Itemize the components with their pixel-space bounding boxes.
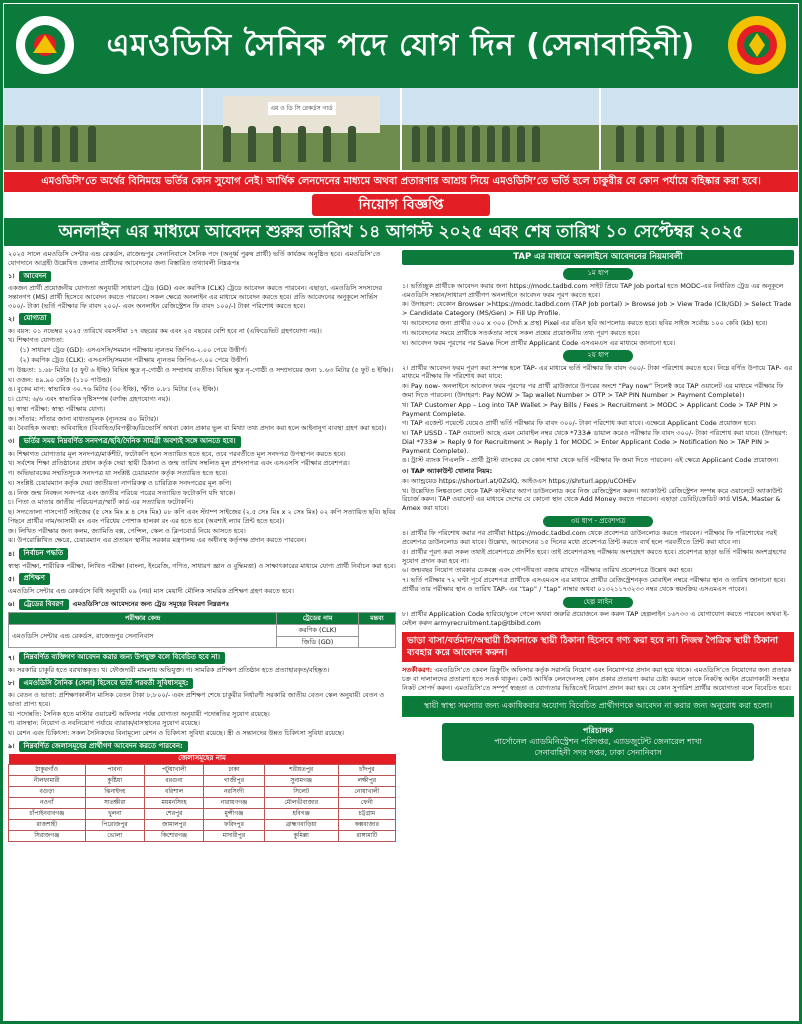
list-item: ৫। প্রার্থীর পূরণ করা সকল তথ্যই প্রবেশপত্রে প্রদর্শিত হবে। তাই প্রবেশপত্রসহ পরীক্ষায় অংশগ্রহণ করতে হবে। প্রবেশপত্র ছাড়া ভর্তি পরীক্ষায় অংশগ্রহণের সুযোগ প্রদান করা হবে না। — [402, 547, 787, 565]
list-item: ঙ। নিজ জন্ম নিবন্ধন সনদপত্র এবং জাতীয় পরিচয় পত্রের সত্যায়িত ফটোকপি যদি থাকে। — [8, 488, 236, 497]
district-cell: কুমিল্লা — [264, 831, 338, 842]
photo-march — [601, 88, 798, 170]
header-banner — [4, 4, 798, 88]
section-8-heading: ৮। এমওডিসি সৈনিক (সেনা) হিসেবে ভর্তি পরবর্তী সুবিধাসমূহ: — [8, 678, 396, 689]
helpline-text: ৮। প্রার্থীর Application Code হারিয়ে/ভুলে গেলে অথবা জরুরি প্রয়োজনে কল করুন TAP হেল্পলাইন ১৬৭৩৩ এ যোগাযোগ করতে পারবেন অথবা ই-মেইল করুন armyrecruitment.tap@tbibd.com — [402, 610, 790, 627]
district-cell: কুষ্টিয়া — [85, 775, 144, 786]
table-row — [9, 831, 396, 842]
director-line-2: সেনাবাহিনী সদর দপ্তর, ঢাকা সেনানিবাস — [534, 747, 662, 757]
benefits-list — [8, 691, 396, 738]
district-cell: জামালপুর — [144, 820, 203, 831]
table-header: মন্তব্য — [358, 613, 395, 625]
district-cell: নীলফামারী — [9, 775, 86, 786]
list-item: ক। বয়স: ০১ নভেম্বর ২০২৫ তারিখে বয়সসীমা ১৭ বছরের কম এবং ২৫ বছরের বেশি হবে না (এফিডেভিট গ্রহণযোগ্য নয়)। — [8, 326, 322, 335]
section-5-heading: ৫। প্রশিক্ষণ — [8, 573, 396, 584]
list-item: ৪। প্রার্থীর ফি পরিশোধ করার পর প্রার্থীরা https://modc.tadbd.com থেকে প্রবেশপত্র ডাউনলোড করতে পারবেন। পরীক্ষার ফি পরিশোধের পরই প্রবেশপত্র ডাউনলোড করা যাবে। উল্লেখ্য, আবেদনের ১৫ দিনের মধ্যে প্রবেশপত্র প্রিন্ট করতে ব্যর্থ হলে পরবর্তীতে প্রিন্ট করা যাবে না। — [402, 529, 777, 547]
list-item: গ। TAP এজেন্ট পয়েন্টে যেয়েও প্রার্থী ভর্তি পরীক্ষার ফি বাবদ ৩০০/- টাকা পরিশোধ করা যাবে। এক্ষেত্রে Applicant Code প্রয়োজন হবে। — [402, 419, 756, 428]
list-item: ঝ। উপরোল্লিখিত ক্ষেত্রে, চেয়ারম্যান এর প্রত্যয়ন স্থানীয় সরকার মন্ত্রণালয় এর অধীনস্থ কর্তৃপক্ষ প্রদান করতে পারবেন। — [8, 536, 307, 545]
section-9-heading: ৯। নিম্নবর্ণিত জেলাসমূহের প্রার্থীগণ আবেদন করতে পারবেন: — [8, 741, 396, 752]
warning-bar: এমওডিসি’তে অর্থের বিনিময়ে ভর্তির কোন সুযোগ নেই। আর্থিক লেনদেনের মাধ্যমে অথবা প্রতারণার আশ্রয় নিয়ে এমওডিসি’তে ভর্তি হলে চাকুরীর যে কোন পর্যায়ে বহিষ্কার করা হবে। — [4, 172, 798, 192]
district-table — [8, 754, 396, 842]
list-item: খ। TAP Customer App – Log into TAP Wallet > Pay Bills / Fees > Recruitment > MODC > Applicant Code > TAP PIN > Payment Complete. — [402, 400, 778, 418]
list-item: জ। সাঁতার: সাঁতার জানা বাধ্যতামূলক (ন্যূনতম ৫০ মিটার)। — [8, 414, 159, 423]
list-item: ছ। স্বাস্থ্য পরীক্ষা: স্বাস্থ্য পরীক্ষায় যোগ্য। — [8, 404, 106, 413]
health-notice-box: স্থায়ী স্বাস্থ্য সমস্যার জন্য একাধিকবার অযোগ্য বিবেচিত প্রার্থীগণকে আবেদন না করার জন্য অনুরোধ করা হলো। — [402, 696, 794, 717]
section-7-heading: ৭। নিম্নবর্ণিত ব্যক্তিগণ আবেদন করার জন্য উপযুক্ত বলে বিবেচিত হবে না। — [8, 652, 396, 663]
district-cell: খুলনা — [85, 809, 144, 820]
caution-text: এমওডিসি’তে কেবল রিক্রুটিং অফিসার কর্তৃক সরাসরি নিয়োগ এবং নিয়োগপত্র প্রদান করা হয়ে থাকে। এমওডিসি’তে নিয়োগের জন্য প্রতারক চক্র বা দালালদের প্রতারণা হতে সতর্ক থাকুন। কেউ আর্থিক লেনদেনসহ কোন প্রকার প্রতারণা করার চেষ্টা করলে তাকে নিকটস্থ আইন প্রয়োগকারী সংস্থার নিকট সোপর্দ করুন। এমওডিসি’তে সম্পূর্ণ স্বচ্ছতা ও যোগ্যতার ভিত্তিতেই নিয়োগ প্রদান করা হয়। যে কোন সুপারিশ প্রার্থীর অযোগ্যতা বলে বিবেচিত হবে। — [402, 666, 792, 692]
left-column — [8, 250, 396, 1016]
photo-caption: এম ও ডি সি রেকর্ডস গার্ড — [267, 102, 335, 115]
list-item: ২। প্রার্থীর আবেদন ফরম পূরণ করা সম্পন্ন হলে TAP- এর মাধ্যমে ভর্তি পরীক্ষার ফি বাবদ ৩০০/- টাকা পরিশোধ করতে হবে। নিম্নে বর্ণিত উপায়ে TAP- এর মাধ্যমে পরীক্ষার ফি পরিশোধ করা যাবে: — [402, 363, 793, 381]
list-item: খ। শিক্ষাগত যোগ্যতা: — [8, 336, 65, 345]
list-item: (১) সাধারণ ট্রেড (GD): এসএসসি/সমমান পরীক্ষায় ন্যূনতম জিপিএ-২.০০ পেয়ে উত্তীর্ণ। — [20, 346, 247, 355]
district-cell: পাবনা — [85, 764, 144, 775]
documents-list — [8, 450, 396, 546]
list-item: গ। বাসস্থান: নিয়োগ ও নবনিয়োগ পর্যায়ে ব্যারাক/বাসস্থানের সুযোগ রয়েছে। — [8, 719, 200, 728]
section-4-text: স্বাস্থ্য পরীক্ষা, শারীরিক পরীক্ষা, লিখিত পরীক্ষা (বাংলা, ইংরেজি, গণিত, সাধারণ জ্ঞান ও বুদ্ধিমত্তা) ও সাক্ষাৎকারের মাধ্যমে যোগ্য প্রার্থী নির্বাচন করা হবে। — [8, 561, 396, 570]
section-2-heading: ২। যোগ্যতা — [8, 313, 396, 324]
district-cell: লক্ষীপুর — [338, 775, 395, 786]
list-item: চ। পিতা ও মাতার জাতীয় পরিচয়পত্র/স্মার্ট কার্ড এর সত্যায়িত ফটোকপি। — [8, 498, 194, 507]
list-item: ঙ। বুকের মাপ: স্বাভাবিক ৩০.৭৬ মিটার (৩০ ইঞ্চি), স্ফীত ০.৮১ মিটার (৩২ ইঞ্চি)। — [8, 385, 219, 394]
district-cell: বগুড়া — [9, 786, 86, 797]
district-cell: ঠাকুরগাঁও — [9, 764, 86, 775]
table-header: জেলাসমূহের নাম — [9, 754, 396, 764]
photo-strip — [4, 88, 798, 170]
caution-label: সতর্কীকরণ: — [402, 666, 433, 674]
district-cell: পটুয়াখালী — [144, 764, 203, 775]
district-cell: ঝিনাইদহ — [85, 786, 144, 797]
section-1-heading: ১। আবেদন — [8, 271, 396, 282]
photo-training — [4, 88, 201, 170]
section-7-text: ক। সরকারি চাকুরি হতে বরখাস্তকৃত। খ। ফৌজদারী মামলায় অভিযুক্ত। গ। সামরিক প্রশিক্ষণ প্রতিষ্ঠান হতে প্রত্যাহারকৃত/বহিষ্কৃত। — [8, 665, 330, 674]
list-item: ঘ। সংশ্লিষ্ট চেয়ারম্যান কর্তৃক দেয়া জাতীয়তা নাগরিকত্ব ও চারিত্রিক সনদপত্রের মূল কপি। — [8, 478, 232, 487]
bangladesh-army-emblem-icon — [16, 16, 74, 74]
district-cell: শরীয়তপুর — [264, 764, 338, 775]
stage-2-list — [402, 364, 794, 465]
address-warning-box: ভাড়া বাসা/বর্তমান/অস্থায়ী ঠিকানাকে স্থায়ী ঠিকানা হিসেবে গণ্য করা হবে না। নিজস্ব পৈত্রিক স্থায়ী ঠিকানা ব্যবহার করে আবেদন করুন। — [402, 632, 794, 662]
helpline-badge: হেল্প লাইন — [563, 597, 633, 608]
table-cell — [358, 624, 395, 648]
district-cell: ফেনী — [338, 797, 395, 808]
list-item: (২) করণিক ট্রেড (CLK): এসএসসি/সমমান পরীক্ষায় ন্যূনতম জিপিএ-৩.০০ পেয়ে উত্তীর্ণ। — [20, 356, 249, 364]
district-cell: গাজীপুর — [204, 775, 265, 786]
tap-account-list — [402, 477, 794, 513]
list-item: গ। অভিভাবকের সম্মতিসূচক সনদপত্র যা সংশ্লিষ্ট চেয়ারম্যান কর্তৃক সত্যায়িত হতে হবে। — [8, 469, 228, 478]
list-item: ঘ। ওজন: ৪৯.৯০ কেজি (১১০ পাউন্ড)। — [8, 375, 112, 384]
list-item: খ। আবেদনের জন্য প্রার্থীর ৩০০ x ৩০০ (দৈর্ঘ্য x প্রস্থ) Pixel এর রঙিন ছবি আপলোড করতে হবে। ছবির সাইজ সর্বোচ্চ ১০০ কেবি (kb) হবে। — [402, 318, 768, 327]
district-cell: চাঁদপুর — [338, 764, 395, 775]
section-5-text: এমওডিসি সেন্টার এন্ড রেকর্ডসে বিধি অনুযায়ী ০৯ (নয়) মাস মেয়াদী মৌলিক সামরিক প্রশিক্ষণ গ্রহণ করতে হবে। — [8, 586, 294, 595]
list-item: ৬। জন্মবছর নিয়োগ তারকার চেকবক্স এবং গোপনীয়তা বজায় রাখতে পরীক্ষার তারিখ প্রবেশপত্রে উল্লেখ করা হবে। — [402, 566, 693, 575]
district-cell: বরগুনা — [144, 775, 203, 786]
section-6-heading: ৬। ট্রেডের বিবরণ এমওডিসি’তে আবেদনের জন্য ট্রেড সমূহের বিবরণ নিম্নরূপঃ — [8, 599, 396, 610]
district-cell: মৌলভীবাজার — [264, 797, 338, 808]
list-item: ক। উদাহরণ: যেকোন Browser >https://modc.tadbd.com (TAP Job portal) > Browse Job > View Trade (Clk/GD) > Select Trade > Candidate Category (MS/Gen) > Fill Up Profile. — [402, 300, 792, 318]
table-row — [9, 809, 396, 820]
district-cell: সিরাজগঞ্জ — [9, 831, 86, 842]
table-row — [9, 764, 396, 775]
intro-text: ২০২৫ সালে এমওডিসি সেন্টার এন্ড রেকর্ডস, রাজেন্দ্রপুর সেনানিবাসে সৈনিক পদে (অনূর্ধ্ব পুরুষ প্রার্থী) ভর্তি কার্যক্রম অনুষ্ঠিত হবে। এমওডিসি’তে যোগদানে আগ্রহী উল্লেখিত জেলার প্রার্থীদের আবেদনের জন্য বিস্তারিত তথ্যাবলী নিম্নরূপঃ — [8, 250, 381, 267]
district-cell: সুনামগঞ্জ — [264, 775, 338, 786]
list-item: ক। বেতন ও ভাতা: প্রশিক্ষণকালীন মাসিক বেতন টাকা ৮,৮০০/- এবং প্রশিক্ষণ শেষে চাকুরীর নির্ধারণী সরকারি জাতীয় বেতন স্কেল অনুযায়ী বেতন ও ভাতা প্রাপ্য হবে। — [8, 691, 385, 708]
list-item: ১। ভর্তিচ্ছুক প্রার্থীকে আবেদন করার জন্য https://modc.tadbd.com সাইট প্রিয়ে TAP Job portal হতে MODC-এর নির্ধারিত ট্রেড এর অনুকূলে এমওডিসি সন্তান/সাধারণ প্রার্থীগণ অনলাইনে আবেদন ফরম পূরণ করতে হবে। — [402, 281, 784, 299]
district-cell: ময়মনসিংহ — [144, 797, 203, 808]
district-cell: শেরপুর — [144, 809, 203, 820]
district-cell: নওগাঁ — [9, 797, 86, 808]
table-cell: করণিক (CLK) — [277, 624, 358, 636]
district-cell: ফরিদপুর — [204, 820, 265, 831]
district-cell: নারায়ণগঞ্জ — [204, 797, 265, 808]
district-cell: রাজশাহী — [9, 820, 86, 831]
list-item: চ। চোখ: ৬/৬ এবং স্বাভাবিক দৃষ্টিসম্পন্ন (বর্ণান্ধ গ্রহণযোগ্য নয়)। — [8, 395, 171, 404]
notice-tag: নিয়োগ বিজ্ঞপ্তি — [312, 194, 490, 216]
district-cell: মুন্সীগঞ্জ — [204, 809, 265, 820]
district-cell: সিলেট — [264, 786, 338, 797]
list-item: ৭। ভর্তি পরীক্ষার ৭২ ঘণ্টা পূর্বে প্রবেশপত্র প্রার্থীকে এসএমএস এর মাধ্যমে প্রার্থীর রেজিস্ট্রেশনকৃত মোবাইল নম্বরে পরীক্ষার স্থান ও তারিখ জানানো হবে। প্রার্থীর তার পরীক্ষার স্থান ও তারিখ TAP- এর “tap” / “tap” নাম্বার অথবা ০১৩২১১৭৩২৩৩ নম্বর থেকে স্বয়ংক্রিয় এসএমএস পাবেন। — [402, 576, 786, 593]
district-cell: কিশোরগঞ্জ — [144, 831, 203, 842]
list-item: গ। আবেদনের সময়ে প্রার্থীকে সতর্কতার সাথে সকল প্রশ্নের প্রয়োজনীয় তথ্য পূরণ করতে হবে। — [402, 328, 640, 337]
list-item: জ। লিখিত পরীক্ষার জন্য কলম, জ্যামিতি বক্স, পেন্সিল, স্কেল ও ক্লিপবোর্ড নিয়ে আসতে হবে। — [8, 526, 246, 535]
district-cell: পিরোজপুর — [85, 820, 144, 831]
list-item: ছ। সদ্যতোলা পাসপোর্ট সাইজের (৫ সেঃ মিঃ x ৪ সেঃ মিঃ) ০৮ কপি এবং স্ট্যাম্প সাইজের (২.৫ সেঃ মিঃ x ২ সেঃ মিঃ) ০২ কপি সত্যায়িত ছবি। ছবির পিছনে প্রার্থীর নাম/আসামী রং এবং পরিধেয় পোশাক হালকা রং এর হতে হবে (অবশ্যই ল্যাব প্রিন্ট হতে হবে)। — [8, 508, 396, 525]
section-3-heading: ৩। ভর্তির সময় নিম্নবর্ণিত সনদপত্র/ছবি/দৈনিক সামগ্রী অবশ্যই সঙ্গে আনতে হবে। — [8, 436, 396, 447]
district-cell: ভোলা — [85, 831, 144, 842]
district-cell: চট্টগ্রাম — [338, 809, 395, 820]
district-cell: চাঁপাইনবাবগঞ্জ — [9, 809, 86, 820]
list-item: ক। শিক্ষাগত যোগ্যতার মূল সনদপত্র/মার্কশীট, ফটোকপি হলে সত্যায়িত হতে হবে, তবে পরবর্তীতে মূল সনদপত্র উপস্থাপন করতে হবে। — [8, 449, 346, 458]
table-row — [9, 775, 396, 786]
stage-2-badge: ২য় ধাপ — [563, 350, 633, 361]
list-item: ঘ। TAP USSD - TAP ওয়ালেট আছে এমন মোবাইল নম্বর থেকে *733# ডায়াল করেও পরীক্ষার ফি বাবদ ৩০০/- টাকা পরিশোধ করা যাবে। (উদাহরণ: Dial *733# > Reply 9 for Recruitment > Reply 1 for MODC > Enter Applicant Code > Notification No > TAP PIN > Payment Complete). — [402, 429, 788, 455]
list-item: ক। Pay now- অনলাইনে আবেদন ফরম পূরণের পর প্রার্থী ব্রাউজারে উপরের অংশে “Pay now” সিলেক্ট করে TAP ওয়ালেট এর মাধ্যমে পরীক্ষার ফি জমা দিতে পারবেন। (উদাহরণ: Pay NOW > Tap wallet Number > OTP > TAP PIN Number > Payment Complete)। — [402, 382, 784, 399]
section-1-text: একজন প্রার্থী প্রয়োজনীয় যোগ্যতা অনুযায়ী সাধারণ ট্রেড (GD) এবং করণিক (CLK) ট্রেডে আবেদন করতে পারবেন। এছাড়া, এমওডিসি সদস্যদের সন্তানগণ (MS) প্রার্থী হিসেবে আবেদন করতে পারবেন। সকল ক্ষেত্রে অনলাইন এর মাধ্যমে আবেদন করতে হবে। প্রতি আবেদনের অনুকূলে সার্ভিস ৩০০/- টাকা (ভর্তি পরীক্ষার ফি বাবদ ২০০/- এবং অনলাইন রেজিস্ট্রেশন ফি বাবদ ১০০/-) টাকা পরিশোধ করতে হবে। — [8, 283, 383, 310]
district-cell: ঢাকা — [204, 764, 265, 775]
director-title: পরিচালক — [582, 726, 614, 736]
list-item: ঝ। বৈবাহিক অবস্থা: অবিবাহিত (বিবাহিত/বিপত্নীক/ডিভোর্সি অথবা কোন প্রকার ভুল বা মিথ্যা তথ্য প্রদান করা হলে আইনানুগ ব্যবস্থা গ্রহণ করা হবে)। — [8, 424, 387, 433]
table-cell: জিডি (GD) — [277, 636, 358, 648]
tap-heading: TAP এর মাধ্যমে অনলাইনে আবেদনের নিয়মাবলী — [402, 250, 794, 265]
district-cell: মাদারীপুর — [204, 831, 265, 842]
table-row — [9, 820, 396, 831]
district-cell: নরসিংদী — [204, 786, 265, 797]
table-row — [9, 797, 396, 808]
table-header: পরীক্ষার কেন্দ্র — [9, 613, 277, 625]
district-cell: হবিগঞ্জ — [264, 809, 338, 820]
district-cell: সাতক্ষীরা — [85, 797, 144, 808]
list-item: গ। উচ্চতা: ১.৬৮ মিটার (৫ ফুট ৬ ইঞ্চি) বিভিন্ন ক্ষুদ্র নৃ-গোষ্ঠী ও সম্প্রদায় ব্যতীত। বিভিন্ন ক্ষুদ্র নৃ-গোষ্ঠী ও সম্প্রদায়ের জন্য ১.৬৩ মিটার (৫ ফুট ৪ ইঞ্চি)। — [8, 365, 394, 374]
section-4-heading: ৪। নির্বাচন পদ্ধতি — [8, 548, 396, 559]
photo-guard — [203, 88, 400, 170]
right-column — [402, 250, 794, 1016]
district-cell: রাঙ্গামাটি — [338, 831, 395, 842]
stage-1-list — [402, 282, 794, 347]
stage-3-list — [402, 529, 794, 593]
stage-1-badge: ১ম ধাপ — [563, 268, 633, 279]
list-item: ঘ। রেশন এবং চিকিৎসা: সকল সৈনিকদের বিনামূল্যে রেশন ও চিকিৎসা সুবিধা রয়েছে। স্ত্রী ও সন্তানদের উন্নত চিকিৎসা সুবিধা রয়েছে। — [8, 729, 345, 738]
district-cell: কক্সবাজার — [338, 820, 395, 831]
table-cell: এমওডিসি সেন্টার এন্ড রেকর্ডস, রাজেন্দ্রপুর সেনানিবাস — [9, 624, 277, 648]
poster-title: এমওডিসি সৈনিক পদে যোগ দিন (সেনাবাহিনী) — [106, 27, 696, 63]
tap-account-heading: ৩। TAP অ্যাকাউন্ট খোলার নিয়ম: — [402, 467, 493, 476]
table-row — [9, 786, 396, 797]
list-item: ঙ। ট্রাস্ট ব্যাংক পিএলসি - প্রার্থী ট্রাস্ট ব্যাংকের যে কোন শাখা থেকে ভর্তি পরীক্ষার ফি জমা দিতে পারবেন। এই ক্ষেত্রে Applicant Code প্রয়োজন। — [402, 456, 779, 465]
photo-parade — [402, 88, 599, 170]
application-dates: অনলাইন এর মাধ্যমে আবেদন শুরুর তারিখ ১৪ আগস্ট ২০২৫ এবং শেষ তারিখ ১০ সেপ্টেম্বর ২০২৫ — [4, 218, 798, 246]
list-item: খ। সর্বশেষ শিক্ষা প্রতিষ্ঠানের প্রধান কর্তৃক দেয়া স্থায়ী ঠিকানা ও জন্ম তারিখ সম্বলিত মূল প্রশংসাপত্র এবং এসএসসি পরীক্ষার প্রবেশপত্র। — [8, 459, 350, 468]
district-cell: নোয়াখালী — [338, 786, 395, 797]
list-item: খ। পদোন্নতি: সৈনিক হতে মাস্টার ওয়ারেন্ট অফিসার পর্যন্ত যোগ্যতা অনুযায়ী পদোন্নতির সুযোগ রয়েছে। — [8, 709, 270, 718]
district-cell: বরিশাল — [144, 786, 203, 797]
stage-3-badge: ৩য় ধাপ - প্রবেশপত্র — [543, 516, 653, 527]
director-signature-block — [442, 723, 754, 761]
trade-table — [8, 612, 396, 648]
director-line-1: পার্সোনেল এ্যাডমিনিস্ট্রেশন পরিদপ্তর, এ্যাডজুটেন্ট জেনারেল শাখা — [494, 736, 702, 746]
list-item: ঘ। আবেদন ফরম পূরণের পর Save দিলে প্রার্থীর Applicant Code এসএমএস এর মাধ্যমে জানানো হবে। — [402, 338, 676, 347]
list-item: ক। অ্যান্ড্রয়েড https://shorturl.at/0ZslQ, আইওএস https://shrturl.app/uCOHEv — [402, 476, 637, 485]
list-item: খ। উল্লেখিত লিঙ্কগুলো থেকে TAP কাস্টমার অ্যাপ ডাউনলোড করে নিজ রেজিস্ট্রেশন করুন। অ্যাকাউন্ট রেজিস্ট্রেশন সম্পন্ন করে ওয়ালেটে অ্যাকাউন্ট রিচার্জ করুন। TAP ওয়ালেট এর মাধ্যমে দেশের যে কোনো স্থান থেকে Add Money করতে পারবেন। এছাড়া ডেবিট/ক্রেডিট কার্ড VISA, Master & Amex করা যাবে। — [402, 486, 783, 513]
table-header: ট্রেডের নাম — [277, 613, 358, 625]
modc-emblem-icon — [728, 16, 786, 74]
district-cell: ব্রাহ্মণবাড়িয়া — [264, 820, 338, 831]
eligibility-list — [8, 327, 396, 433]
